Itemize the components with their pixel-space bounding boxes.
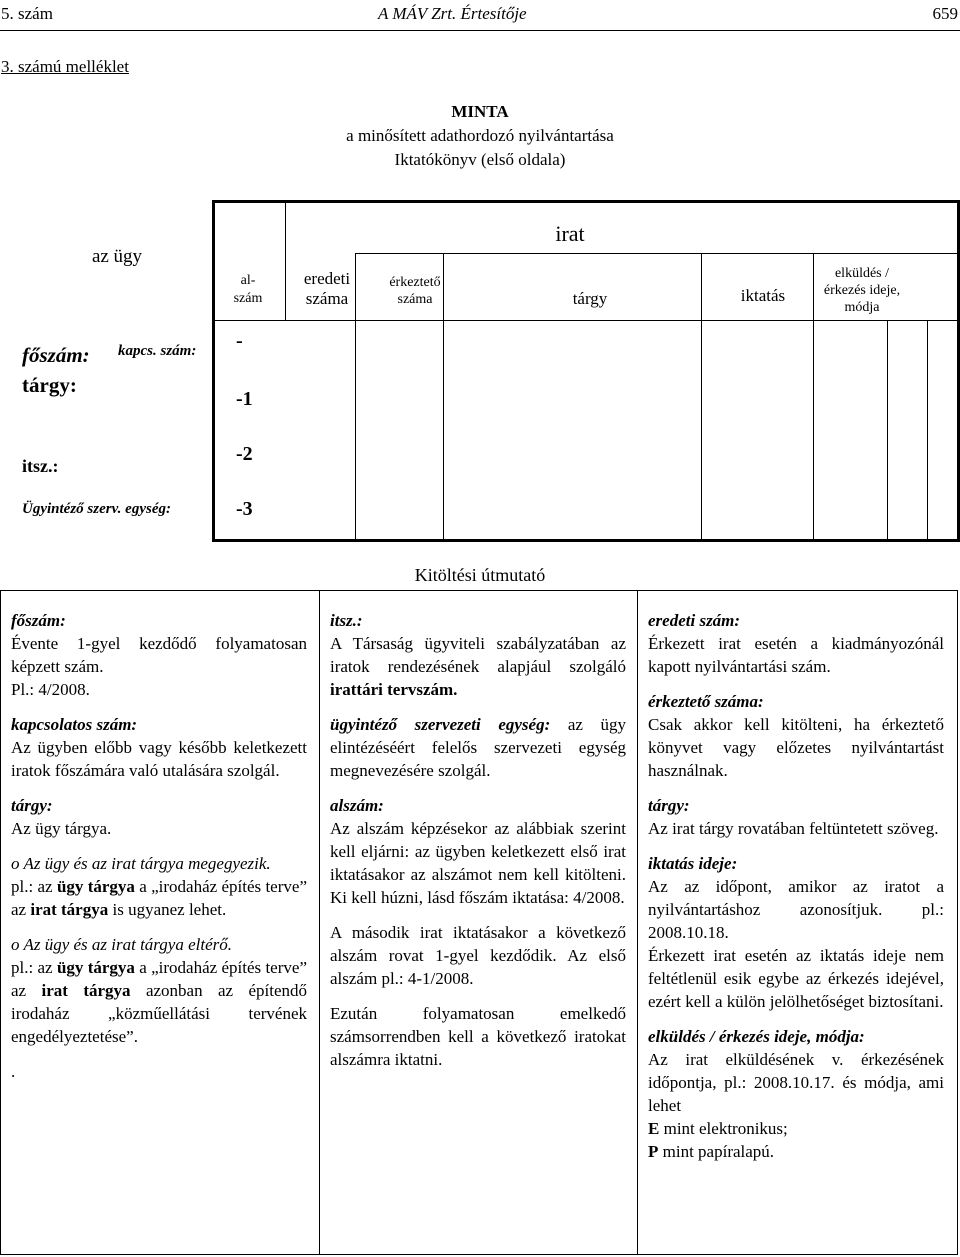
col-erkezteto-line2: száma xyxy=(397,292,433,307)
header-rule xyxy=(0,30,960,31)
guide-column-1 xyxy=(11,609,307,1083)
text-foszam-example: Pl.: 4/2008. xyxy=(11,680,90,699)
table-col-line xyxy=(927,320,928,539)
heading-targy-irat: tárgy: xyxy=(648,796,690,815)
option-same: o Az ügy és az irat tárgya megegyezik. xyxy=(11,854,271,873)
text-elkuldes: Az irat elküldésének v. érkezésének időpontja, pl.: 2008.10.17. és módja, ami lehet xyxy=(648,1050,944,1115)
page-number: 659 xyxy=(932,4,958,23)
option-different: o Az ügy és az irat tárgya eltérő. xyxy=(11,935,232,954)
table-row-line xyxy=(215,320,957,321)
col-elkuldes-line2: érkezés ideje, xyxy=(823,283,901,298)
row-alszam-1: -1 xyxy=(236,388,253,410)
text-iktatas-note: Érkezett irat esetén az iktatás ideje nem feltétlenül esik egybe az érkezés idejével, ezért kell a külön jelölhetőséget biztosítani. xyxy=(648,946,944,1011)
table-row-line xyxy=(355,253,957,254)
label-itsz: itsz.: xyxy=(22,456,59,476)
heading-itsz: itsz.: xyxy=(330,611,363,630)
heading-alszam: alszám: xyxy=(330,796,384,815)
guide-col-divider xyxy=(637,590,638,1255)
label-foszam: főszám: xyxy=(22,343,90,367)
text-alszam-second: A második irat iktatásakor a következő alszám rovat 1-gyel kezdődik. Az első alszám pl.: 4-1/2008. xyxy=(330,923,626,988)
title-minta: MINTA xyxy=(451,102,509,121)
heading-foszam: főszám: xyxy=(11,611,66,630)
label-kapcs-szam: kapcs. szám: xyxy=(118,343,197,359)
text-elkuldes-e: E mint elektronikus; xyxy=(648,1119,788,1138)
text-itsz: A Társaság ügyviteli szabályzatában az iratok rendezésének alapjául szolgáló irattári tervszám. xyxy=(330,634,626,699)
text-targy: Az ügy tárgya. xyxy=(11,819,112,838)
text-alszam: Az alszám képzésekor az alábbiak szerint kell eljárni: az ügyben keletkezett első irat iktatásakor az alszámot nem kell kitölteni. Ki kell húzni, lásd főszám iktatása: 4/2008. xyxy=(330,819,626,907)
title-subject: a minősített adathordozó nyilvántartása xyxy=(346,126,614,145)
col-alszam-line2: szám xyxy=(233,291,263,306)
col-elkuldes-line1: elküldés / xyxy=(834,266,890,281)
title-subtitle: Iktatókönyv (első oldala) xyxy=(394,150,566,169)
annex-label: 3. számú melléklet xyxy=(1,57,129,76)
guide-column-3 xyxy=(648,609,944,1163)
table-col-line xyxy=(701,253,702,539)
heading-elkuldes: elküldés / érkezés ideje, módja: xyxy=(648,1027,865,1046)
col-alszam-line1: al- xyxy=(240,273,256,288)
register-table xyxy=(212,200,960,542)
text-alszam-following: Ezután folyamatosan emelkedő számsorrendben kell a következő iratokat alszámra iktatni. xyxy=(330,1004,626,1069)
trailing-dot: . xyxy=(11,1062,16,1081)
example-same: pl.: az ügy tárgya a „irodaház építés terve” az irat tárgya is ugyanez lehet. xyxy=(11,877,307,919)
text-iktatas: Az az időpont, amikor az iratot a nyilvántartáshoz azonosítjuk. pl.: 2008.10.18. xyxy=(648,877,944,942)
col-eredeti-line2: száma xyxy=(305,289,349,308)
heading-eredeti: eredeti szám: xyxy=(648,611,741,630)
heading-targy: tárgy: xyxy=(11,796,53,815)
heading-erkezteto: érkeztető száma: xyxy=(648,692,764,711)
label-targy: tárgy: xyxy=(22,373,77,397)
heading-kapcsolatos: kapcsolatos szám: xyxy=(11,715,138,734)
col-erkezteto-line1: érkeztető xyxy=(389,275,441,290)
text-ugyintezo: ügyintéző szervezeti egység: az ügy elintézéséért felelős szervezeti egység megnevezésére szolgál. xyxy=(330,715,626,780)
col-elkuldes-line3: módja xyxy=(844,300,880,315)
page-section-number: 5. szám xyxy=(1,4,53,23)
text-kapcsolatos: Az ügyben előbb vagy később keletkezett iratok főszámára való utalására szolgál. xyxy=(11,738,307,780)
text-foszam: Évente 1-gyel kezdődő folyamatosan képzett szám. xyxy=(11,634,307,676)
col-iktatas: iktatás xyxy=(740,286,786,305)
col-irat: irat xyxy=(555,221,585,246)
guide-col-divider xyxy=(319,590,320,1255)
heading-iktatas: iktatás ideje: xyxy=(648,854,738,873)
text-eredeti: Érkezett irat esetén a kiadmányozónál kapott nyilvántartási szám. xyxy=(648,634,944,676)
label-ugyintezo: Ügyintéző szerv. egység: xyxy=(22,501,171,517)
publication-title: A MÁV Zrt. Értesítője xyxy=(378,4,527,23)
example-different: pl.: az ügy tárgya a „irodaház építés terve” az irat tárgya azonban az építendő irodaház „közműellátási tervének engedélyeztetése”. xyxy=(11,958,308,1046)
guide-column-2 xyxy=(330,609,626,1071)
guide-title: Kitöltési útmutató xyxy=(414,565,546,585)
text-erkezteto: Csak akkor kell kitölteni, ha érkeztető könyvet vagy előzetes nyilvántartást használnak. xyxy=(648,715,944,780)
row-alszam-3: -3 xyxy=(236,498,253,520)
col-eredeti-line1: eredeti xyxy=(303,269,351,288)
table-col-line xyxy=(887,320,888,539)
col-targy: tárgy xyxy=(572,289,608,308)
text-elkuldes-p: P mint papíralapú. xyxy=(648,1142,775,1161)
text-targy-irat: Az irat tárgy rovatában feltüntetett szöveg. xyxy=(648,819,939,838)
row-alszam-2: -2 xyxy=(236,443,253,465)
col-az-ugy: az ügy xyxy=(91,246,143,267)
row-alszam-dash: - xyxy=(236,330,243,352)
